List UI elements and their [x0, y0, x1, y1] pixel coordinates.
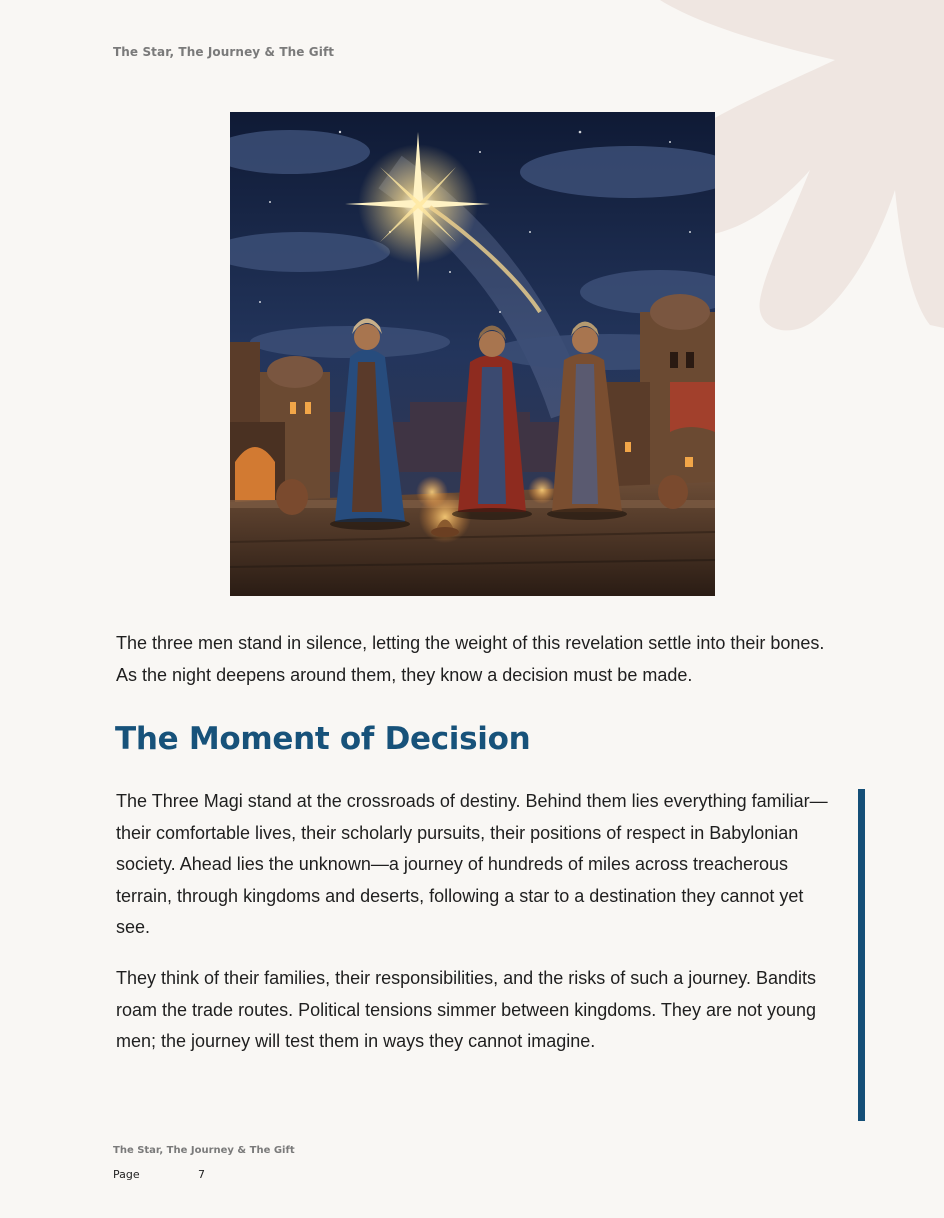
decision-paragraph-1: The Three Magi stand at the crossroads of destiny. Behind them lies everything familiar—their comfortable lives, their scholarly pursuits, their positions of respect in Babylonian society. Ahead lies the unknown—a journey of hundreds of miles across treacherous terrain, through kingdoms and deserts, following a star to a destination they cannot yet see. — [116, 791, 828, 937]
footer-title: The Star, The Journey & The Gift — [113, 1145, 295, 1156]
footer-page-number: 7 — [198, 1168, 205, 1181]
section-heading: The Moment of Decision — [115, 721, 531, 757]
intro-paragraph: The three men stand in silence, letting the weight of this revelation settle into their bones. As the night deepens around them, they know a decision must be made. — [116, 633, 825, 685]
footer-page-indicator — [113, 1168, 205, 1181]
accent-side-bar — [858, 789, 865, 1121]
magi-illustration — [230, 112, 715, 596]
footer-page-label: Page — [113, 1168, 140, 1181]
decision-paragraph-2: They think of their families, their responsibilities, and the risks of such a journey. Bandits roam the trade routes. Political tensions simmer between kingdoms. They are not young men; the journey will test them in ways they cannot imagine. — [116, 968, 817, 1051]
running-header-title: The Star, The Journey & The Gift — [113, 45, 335, 59]
